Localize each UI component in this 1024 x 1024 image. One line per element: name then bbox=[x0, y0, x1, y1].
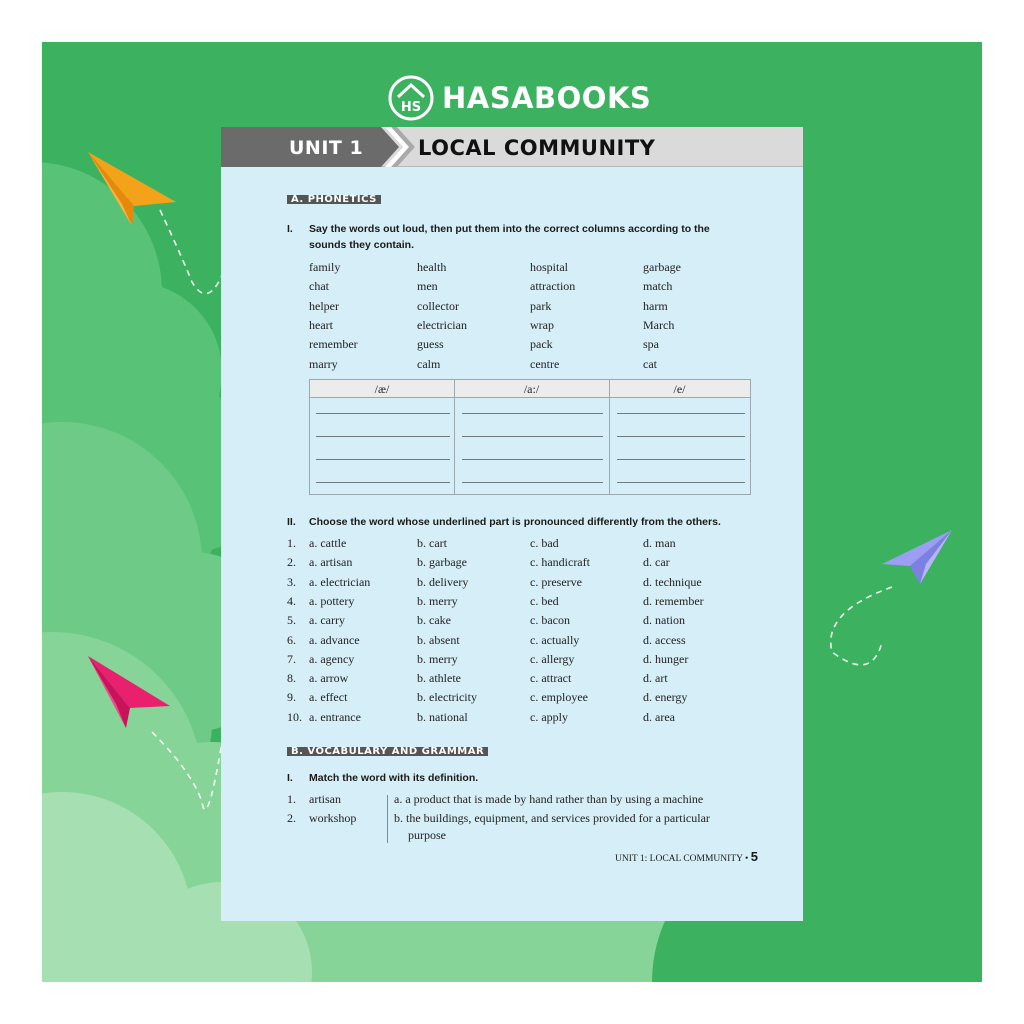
question-number: 7. bbox=[287, 651, 296, 666]
svg-text:HS: HS bbox=[400, 100, 422, 115]
brand-logo bbox=[388, 74, 651, 122]
word-item: guess bbox=[417, 337, 444, 352]
answer-option: d. remember bbox=[643, 593, 704, 608]
word-item: attraction bbox=[530, 279, 576, 294]
match-definition: a. a product that is made by hand rather than by using a machine bbox=[394, 792, 704, 806]
answer-option: c. bed bbox=[530, 593, 559, 608]
word-item: park bbox=[530, 298, 552, 313]
answer-option: d. hunger bbox=[643, 651, 689, 666]
question-number: 4. bbox=[287, 593, 296, 608]
answer-line bbox=[462, 459, 603, 460]
word-item: family bbox=[309, 260, 341, 274]
answer-option: a. electrician bbox=[309, 574, 371, 589]
word-item: marry bbox=[309, 356, 338, 371]
word-item: spa bbox=[643, 337, 659, 352]
answer-option: a. arrow bbox=[309, 671, 349, 686]
table-header: /e/ bbox=[609, 380, 750, 398]
paper-plane-pink-icon bbox=[86, 654, 172, 730]
word-item: heart bbox=[309, 317, 333, 332]
question-number: 8. bbox=[287, 671, 296, 686]
brand-name: HASABOOKS bbox=[442, 81, 652, 115]
table-header: /a:/ bbox=[454, 380, 609, 398]
answer-option: d. access bbox=[643, 632, 686, 647]
paper-plane-orange-icon bbox=[86, 150, 178, 228]
word-item: electrician bbox=[417, 317, 467, 332]
match-word-number: 2. bbox=[287, 811, 296, 825]
paper-plane-blue-icon bbox=[880, 528, 954, 586]
word-item: chat bbox=[309, 279, 329, 294]
match-separator bbox=[387, 795, 388, 843]
question-number: 1. bbox=[287, 536, 296, 550]
word-item: cat bbox=[643, 356, 657, 371]
answer-option: c. allergy bbox=[530, 651, 575, 666]
word-item: match bbox=[643, 279, 673, 294]
word-item: pack bbox=[530, 337, 553, 352]
answer-option: d. technique bbox=[643, 574, 702, 589]
workbook-page: UNIT 1 LOCAL COMMUNITY A. PHONETICS I. Say the words out loud, then put them into the correct columns according to the sounds they contain. family chat helper heart remember marry health men collector electrician guess calm hospital attraction park wrap pack centre garbage match harm March spa cat /æ/ /a:/ /e/ II. Choose the word whose underlined part is pronounced differently from the others. 1. a. cattle b. cart c. bad d. man 2. a. artisan b. garbage c. handicraft d. car 3. a. electrician b. delivery c. preserve d. technique 4. a. pottery b. merry c. bed d. remember 5. a. carry b. cake c. bacon d. nation 6. a. advance b. absent c. actually d. access 7. a. agency b. merry c. allergy d. hunger 8. a. arrow b. athlete c. attract d. art 9. a. effect b. electricity c. employee d. energy 10. a. entrance b. national c. apply d. area B. VOCABULARY AND GRAMMAR I. Match the word with its definition. 1. artisan 2. workshop a. a product that is made by hand rather than by using a machine b. the buildings, equipment, and services provided for a particular purpose UNIT 1: LOCAL COMMUNITY • 5 bbox=[221, 127, 803, 921]
answer-option: b. merry bbox=[417, 651, 458, 666]
answer-option: b. delivery bbox=[417, 574, 469, 589]
word-item: harm bbox=[643, 298, 668, 313]
answer-option: c. handicraft bbox=[530, 555, 590, 570]
sound-columns-table bbox=[309, 379, 751, 495]
word-item: men bbox=[417, 279, 438, 294]
answer-line bbox=[316, 436, 450, 437]
unit-label: UNIT 1 bbox=[289, 137, 364, 159]
section-phonetics: A. PHONETICS bbox=[287, 195, 381, 204]
answer-option: a. agency bbox=[309, 651, 355, 666]
word-item: collector bbox=[417, 298, 459, 313]
answer-option: a. pottery bbox=[309, 593, 355, 608]
answer-option: a. carry bbox=[309, 613, 345, 628]
answer-line bbox=[617, 482, 745, 483]
answer-option: b. merry bbox=[417, 593, 458, 608]
hasabooks-logo-icon bbox=[388, 75, 434, 121]
promo-frame bbox=[42, 42, 982, 982]
answer-line bbox=[617, 459, 745, 460]
table-divider bbox=[609, 380, 610, 494]
answer-option: d. man bbox=[643, 536, 676, 550]
answer-option: c. preserve bbox=[530, 574, 582, 589]
match-word: workshop bbox=[309, 811, 357, 825]
question-number: 6. bbox=[287, 632, 296, 647]
word-item: garbage bbox=[643, 260, 681, 274]
match-definition: b. the buildings, equipment, and services provided for a particular bbox=[394, 811, 710, 825]
match-word: artisan bbox=[309, 792, 341, 806]
question-number: 10. bbox=[287, 709, 302, 724]
answer-option: a. entrance bbox=[309, 709, 361, 724]
answer-option: c. bad bbox=[530, 536, 559, 550]
footer-bullet: • bbox=[745, 854, 749, 864]
answer-option: d. art bbox=[643, 671, 668, 686]
exercise-1-instruction: I. Say the words out loud, then put them into the correct columns according to the sounds they contain. bbox=[287, 223, 710, 251]
answer-line bbox=[462, 482, 603, 483]
answer-option: d. energy bbox=[643, 690, 688, 705]
answer-option: c. attract bbox=[530, 671, 572, 686]
answer-option: b. garbage bbox=[417, 555, 467, 570]
answer-option: a. cattle bbox=[309, 536, 347, 550]
word-item: centre bbox=[530, 356, 560, 371]
dashed-path-blue bbox=[831, 587, 892, 665]
answer-line bbox=[617, 413, 745, 414]
question-number: 9. bbox=[287, 690, 296, 705]
answer-option: b. cart bbox=[417, 536, 447, 550]
answer-option: b. national bbox=[417, 709, 468, 724]
answer-line bbox=[316, 413, 450, 414]
answer-option: b. cake bbox=[417, 613, 451, 628]
word-item: hospital bbox=[530, 260, 568, 274]
answer-option: a. artisan bbox=[309, 555, 353, 570]
answer-option: c. actually bbox=[530, 632, 580, 647]
word-item: March bbox=[643, 317, 675, 332]
answer-line bbox=[316, 459, 450, 460]
word-item: wrap bbox=[530, 317, 554, 332]
question-number: 3. bbox=[287, 574, 296, 589]
page-footer bbox=[615, 849, 758, 864]
answer-option: d. nation bbox=[643, 613, 685, 628]
question-number: 2. bbox=[287, 555, 296, 570]
answer-option: b. electricity bbox=[417, 690, 477, 705]
table-divider bbox=[454, 380, 455, 494]
answer-option: a. effect bbox=[309, 690, 348, 705]
answer-option: b. athlete bbox=[417, 671, 461, 686]
page-number: 5 bbox=[750, 849, 758, 864]
answer-option: c. employee bbox=[530, 690, 588, 705]
answer-option: b. absent bbox=[417, 632, 460, 647]
answer-option: d. car bbox=[643, 555, 670, 570]
unit-title: LOCAL COMMUNITY bbox=[418, 136, 656, 160]
answer-option: d. area bbox=[643, 709, 675, 724]
word-item: remember bbox=[309, 337, 358, 352]
answer-line bbox=[462, 436, 603, 437]
unit-banner bbox=[221, 127, 803, 167]
footer-label: UNIT 1: LOCAL COMMUNITY bbox=[615, 854, 743, 864]
answer-line bbox=[316, 482, 450, 483]
match-definition: purpose bbox=[408, 828, 446, 842]
answer-option: a. advance bbox=[309, 632, 360, 647]
question-number: 5. bbox=[287, 613, 296, 628]
table-header: /æ/ bbox=[310, 380, 454, 398]
section-vocabulary: B. VOCABULARY AND GRAMMAR bbox=[287, 747, 488, 756]
word-item: health bbox=[417, 260, 447, 274]
match-word-number: 1. bbox=[287, 792, 296, 806]
answer-line bbox=[462, 413, 603, 414]
word-item: helper bbox=[309, 298, 339, 313]
answer-option: c. apply bbox=[530, 709, 568, 724]
answer-option: c. bacon bbox=[530, 613, 570, 628]
answer-line bbox=[617, 436, 745, 437]
word-item: calm bbox=[417, 356, 441, 371]
